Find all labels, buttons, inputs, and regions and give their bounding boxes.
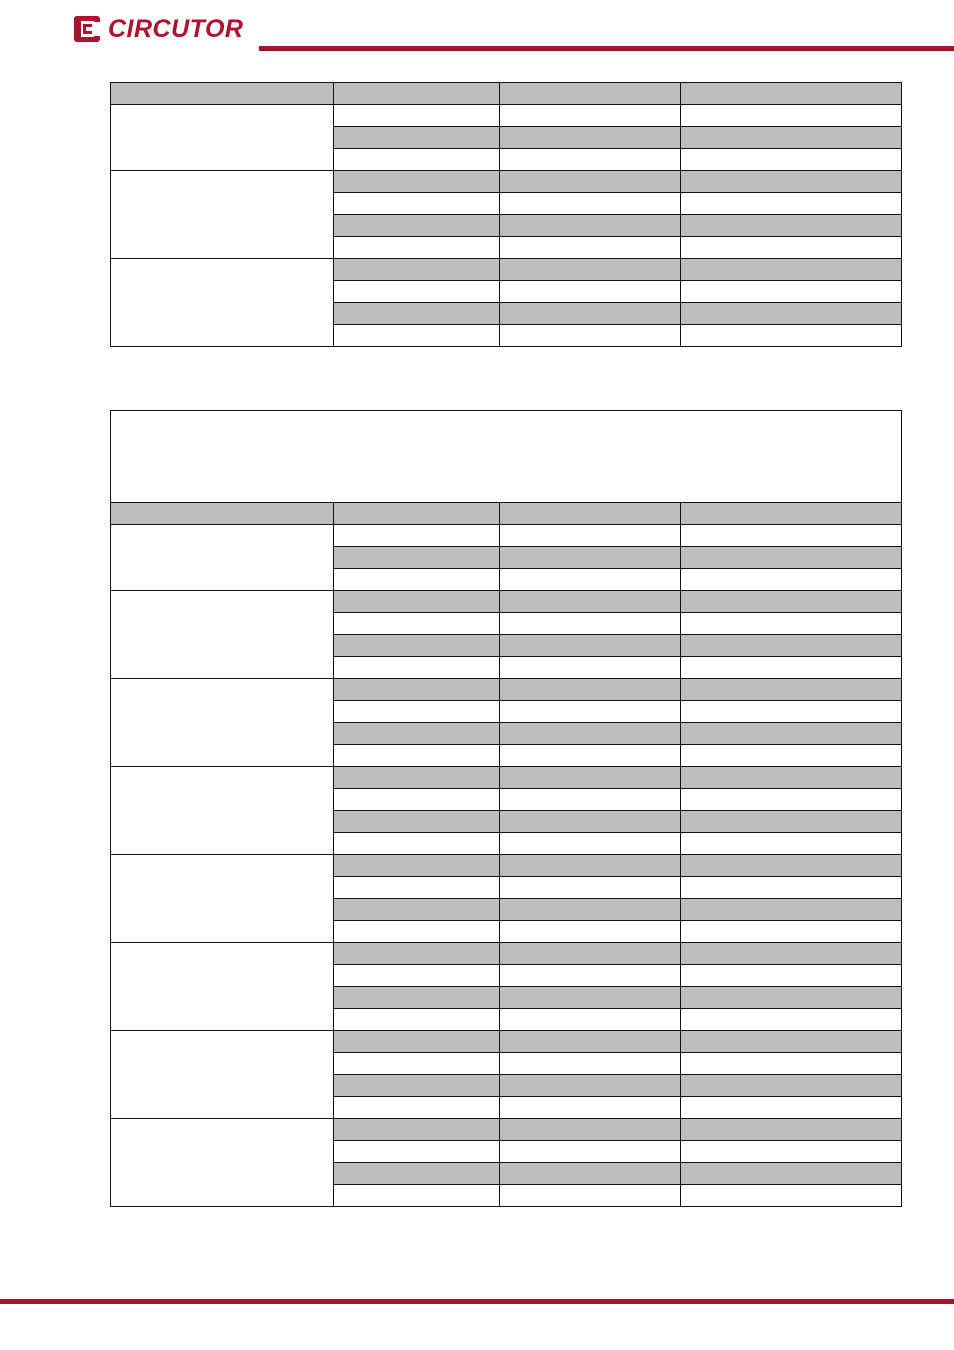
group-label-cell	[111, 259, 334, 347]
table-cell	[334, 127, 500, 149]
table-cell	[681, 855, 902, 877]
header-cell	[500, 83, 681, 105]
table-cell	[500, 1075, 681, 1097]
table-cell	[681, 613, 902, 635]
header-cell	[111, 83, 334, 105]
table-cell	[500, 259, 681, 281]
table-cell	[500, 325, 681, 347]
group-label-cell	[111, 525, 334, 591]
brand-name: CIRCUTOR	[108, 14, 244, 43]
group-label-cell	[111, 767, 334, 855]
table-cell	[681, 591, 902, 613]
table-cell	[500, 1141, 681, 1163]
table-cell	[681, 811, 902, 833]
table-cell	[500, 281, 681, 303]
table-row	[111, 943, 902, 965]
table-cell	[681, 877, 902, 899]
table-cell	[681, 1009, 902, 1031]
table-cell	[681, 1185, 902, 1207]
table-cell	[334, 635, 500, 657]
header-cell	[500, 503, 681, 525]
table-cell	[500, 127, 681, 149]
table-cell	[681, 569, 902, 591]
table-cell	[681, 921, 902, 943]
table-cell	[500, 1185, 681, 1207]
table-cell	[681, 171, 902, 193]
header-cell	[681, 83, 902, 105]
table-cell	[681, 325, 902, 347]
table-row	[111, 1119, 902, 1141]
table-cell	[681, 303, 902, 325]
table-cell	[681, 1119, 902, 1141]
table-header-row	[111, 503, 902, 525]
table-cell	[681, 745, 902, 767]
group-label-cell	[111, 679, 334, 767]
table-cell	[334, 613, 500, 635]
header-cell	[334, 83, 500, 105]
table-cell	[681, 259, 902, 281]
table-cell	[334, 281, 500, 303]
header-cell	[681, 503, 902, 525]
table-cell	[334, 811, 500, 833]
table-cell	[334, 701, 500, 723]
group-label-cell	[111, 855, 334, 943]
table-cell	[500, 943, 681, 965]
table-cell	[334, 1031, 500, 1053]
table-cell	[681, 525, 902, 547]
table-cell	[334, 193, 500, 215]
table-cell	[500, 921, 681, 943]
table-cell	[681, 105, 902, 127]
table-cell	[500, 171, 681, 193]
table-cell	[681, 149, 902, 171]
table-cell	[500, 613, 681, 635]
table-cell	[681, 547, 902, 569]
table-cell	[681, 127, 902, 149]
table-cell	[334, 987, 500, 1009]
table-cell	[500, 679, 681, 701]
table-cell	[500, 1163, 681, 1185]
table-cell	[334, 767, 500, 789]
table-cell	[500, 193, 681, 215]
table-cell	[681, 789, 902, 811]
table-cell	[500, 105, 681, 127]
table-cell	[334, 679, 500, 701]
group-label-cell	[111, 105, 334, 171]
table-cell	[500, 811, 681, 833]
table-row	[111, 171, 902, 193]
data-table-2	[110, 410, 902, 1207]
table-cell	[500, 745, 681, 767]
table-cell	[500, 855, 681, 877]
table-cell	[681, 701, 902, 723]
table-header-row	[111, 83, 902, 105]
table-cell	[334, 1009, 500, 1031]
group-label-cell	[111, 943, 334, 1031]
table-cell	[334, 965, 500, 987]
table-cell	[681, 1097, 902, 1119]
table-cell	[681, 833, 902, 855]
table-cell	[681, 899, 902, 921]
table-cell	[334, 657, 500, 679]
table-cell	[500, 723, 681, 745]
table-cell	[500, 1009, 681, 1031]
table-cell	[334, 105, 500, 127]
table-row	[111, 591, 902, 613]
group-label-cell	[111, 591, 334, 679]
table-cell	[500, 525, 681, 547]
table-cell	[334, 723, 500, 745]
table-cell	[334, 745, 500, 767]
table-cell	[334, 1185, 500, 1207]
table-cell	[681, 679, 902, 701]
table-row	[111, 767, 902, 789]
table-cell	[334, 899, 500, 921]
table-cell	[681, 635, 902, 657]
table-cell	[500, 877, 681, 899]
table-cell	[681, 1053, 902, 1075]
table-cell	[334, 921, 500, 943]
table-cell	[681, 657, 902, 679]
table-cell	[500, 965, 681, 987]
table-cell	[500, 1097, 681, 1119]
table-cell	[500, 237, 681, 259]
table-cell	[334, 1075, 500, 1097]
table-cell	[681, 1141, 902, 1163]
table-cell	[681, 1163, 902, 1185]
table-note-cell	[111, 411, 902, 503]
table-cell	[334, 259, 500, 281]
table-row	[111, 679, 902, 701]
table-cell	[500, 591, 681, 613]
table-row	[111, 1031, 902, 1053]
table-cell	[334, 1097, 500, 1119]
table-cell	[334, 149, 500, 171]
table-cell	[334, 855, 500, 877]
table-cell	[500, 657, 681, 679]
table-cell	[500, 701, 681, 723]
group-label-cell	[111, 1119, 334, 1207]
table-cell	[334, 877, 500, 899]
group-label-cell	[111, 171, 334, 259]
table-cell	[681, 723, 902, 745]
table-cell	[334, 325, 500, 347]
table-cell	[334, 591, 500, 613]
data-table-1	[110, 82, 902, 347]
table-cell	[681, 281, 902, 303]
table-cell	[334, 789, 500, 811]
table-cell	[681, 987, 902, 1009]
table-cell	[500, 303, 681, 325]
circutor-logo-icon	[70, 12, 104, 46]
table-cell	[500, 833, 681, 855]
table-cell	[334, 171, 500, 193]
table-cell	[681, 1031, 902, 1053]
table-cell	[500, 1053, 681, 1075]
table-cell	[334, 237, 500, 259]
table-cell	[681, 237, 902, 259]
table-cell	[334, 525, 500, 547]
table-cell	[681, 943, 902, 965]
table-cell	[500, 789, 681, 811]
table-cell	[334, 1141, 500, 1163]
table-cell	[500, 1119, 681, 1141]
table-row	[111, 259, 902, 281]
table-cell	[500, 635, 681, 657]
table-cell	[334, 1053, 500, 1075]
table-cell	[500, 899, 681, 921]
table-cell	[334, 833, 500, 855]
table-row	[111, 105, 902, 127]
table-row	[111, 525, 902, 547]
table-cell	[500, 1031, 681, 1053]
table-cell	[500, 767, 681, 789]
table-cell	[500, 569, 681, 591]
table-cell	[681, 1075, 902, 1097]
footer-rule	[0, 1299, 954, 1304]
table-cell	[334, 1163, 500, 1185]
table-cell	[681, 215, 902, 237]
circutor-logo	[70, 12, 243, 46]
header-cell	[334, 503, 500, 525]
table-cell	[681, 193, 902, 215]
table-cell	[681, 767, 902, 789]
table-cell	[334, 547, 500, 569]
table-cell	[334, 215, 500, 237]
table-cell	[334, 569, 500, 591]
table-row	[111, 855, 902, 877]
table-note-row	[111, 411, 902, 503]
table-cell	[334, 943, 500, 965]
header-cell	[111, 503, 334, 525]
table-cell	[500, 149, 681, 171]
table-cell	[334, 1119, 500, 1141]
header-rule	[259, 46, 954, 51]
table-cell	[500, 215, 681, 237]
table-cell	[500, 547, 681, 569]
group-label-cell	[111, 1031, 334, 1119]
table-cell	[681, 965, 902, 987]
table-cell	[500, 987, 681, 1009]
table-cell	[334, 303, 500, 325]
